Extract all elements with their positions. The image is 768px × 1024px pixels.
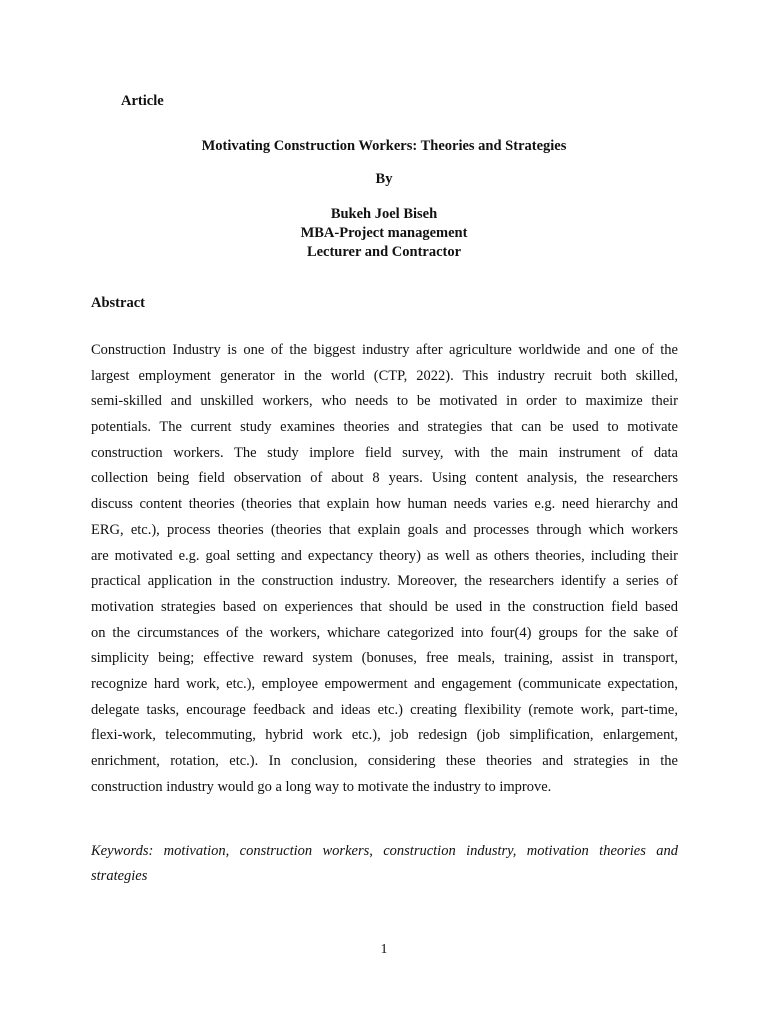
abstract-line: delegate tasks, encourage feedback and ideas etc.) creating flexibility (remote work, part-time, — [91, 701, 678, 718]
abstract-line: flexi-work, telecommuting, hybrid work etc.), job redesign (job simplification, enlargement, — [91, 727, 678, 744]
article-label: Article — [121, 93, 164, 109]
abstract-line: largest employment generator in the world (CTP, 2022). This industry recruit both skilled, — [91, 367, 678, 384]
keywords-line: Keywords: motivation, construction workers, construction industry, motivation theories and — [91, 843, 678, 859]
author-block — [0, 205, 768, 262]
article-title: Motivating Construction Workers: Theories and Strategies — [201, 138, 567, 154]
abstract-line: ERG, etc.), process theories (theories that explain goals and processes through which workers — [91, 521, 678, 538]
abstract-line: on the circumstances of the workers, whichare categorized into four(4) groups for the sake of — [91, 624, 678, 641]
abstract-line: construction workers. The study implore field survey, with the main instrument of data — [91, 444, 678, 461]
author-role: Lecturer and Contractor — [306, 244, 462, 260]
abstract-body — [91, 339, 678, 801]
abstract-line: recognize hard work, etc.), employee empowerment and engagement (communicate expectation, — [91, 675, 678, 692]
by-line: By — [375, 171, 393, 187]
abstract-line: Construction Industry is one of the biggest industry after agriculture worldwide and one of the — [91, 342, 678, 358]
abstract-line: construction industry would go a long way to motivate the industry to improve. — [91, 778, 552, 795]
page-number: 1 — [380, 942, 388, 957]
abstract-line: are motivated e.g. goal setting and expectancy theory) as well as others theories, including their — [91, 547, 678, 564]
abstract-heading: Abstract — [91, 295, 145, 311]
abstract-line: potentials. The current study examines theories and strategies that can be used to motivate — [91, 419, 678, 436]
author-name: Bukeh Joel Biseh — [330, 206, 438, 222]
author-degree: MBA-Project management — [300, 225, 468, 241]
abstract-line: collection being field observation of about 8 years. Using content analysis, the researchers — [91, 470, 678, 487]
abstract-line: discuss content theories (theories that explain how human needs varies e.g. need hierarchy and — [91, 496, 678, 513]
abstract-line: enrichment, rotation, etc.). In conclusion, considering these theories and strategies in the — [91, 753, 678, 769]
abstract-line: semi-skilled and unskilled workers, who needs to be motivated in order to maximize their — [91, 393, 678, 410]
abstract-line: simplicity being; effective reward system (bonuses, free meals, training, assist in transport, — [91, 650, 678, 667]
keywords-line: strategies — [91, 868, 148, 884]
abstract-line: practical application in the construction industry. Moreover, the researchers identify a series of — [91, 573, 678, 590]
abstract-line: motivation strategies based on experiences that should be used in the construction field based — [91, 598, 678, 615]
keywords — [91, 840, 678, 890]
